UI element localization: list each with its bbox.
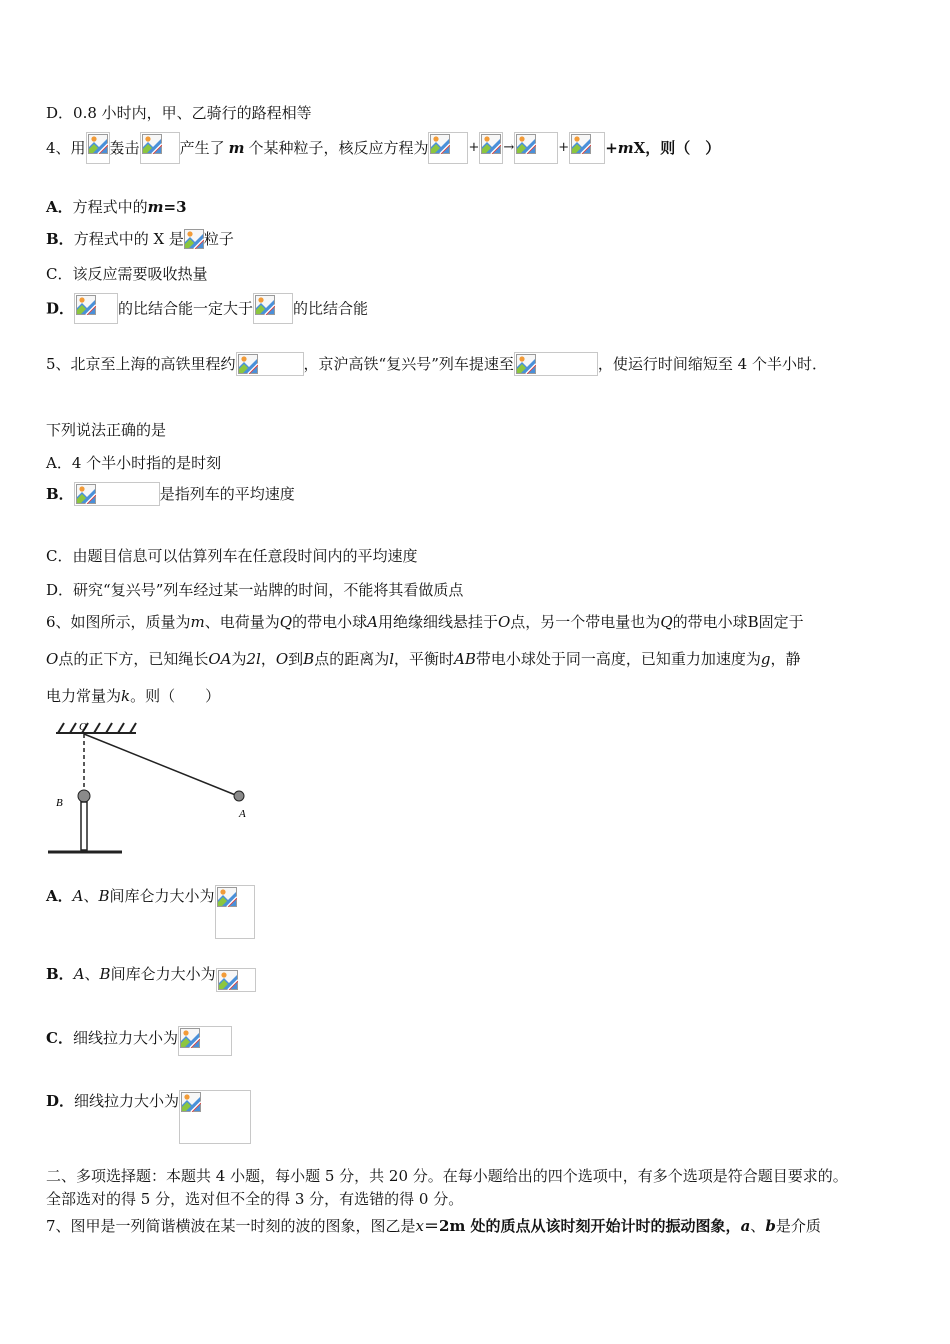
- formula-image-icon: [514, 352, 598, 376]
- formula-image-icon: [74, 482, 160, 506]
- q6-option-a: A．A、B间库仑力大小为: [46, 885, 255, 941]
- formula-image-icon: [178, 1026, 232, 1056]
- pendulum-figure: [46, 716, 256, 860]
- q5-option-a: A．4 个半小时指的是时刻: [46, 454, 222, 472]
- q6-option-d: D．细线拉力大小为: [46, 1090, 251, 1146]
- formula-image-icon: [179, 1090, 251, 1144]
- q5-option-b: B． 是指列车的平均速度: [46, 482, 295, 508]
- formula-image-icon: [86, 132, 110, 164]
- formula-image-icon: [569, 132, 605, 164]
- thread-oa: [84, 734, 238, 796]
- formula-image-icon: [236, 352, 304, 376]
- q7-stem: 7、图甲是一列简谐横波在某一时刻的波的图象，图乙是x＝2m 处的质点从该时刻开始计时的振动图象，a、b是介质: [46, 1217, 821, 1235]
- formula-image-icon: [428, 132, 468, 164]
- formula-image-icon: [479, 132, 503, 164]
- q4-option-b: B．方程式中的 X 是 粒子: [46, 230, 234, 248]
- ball-b: [78, 790, 90, 802]
- q4-option-a: A．方程式中的m=3: [46, 198, 187, 216]
- support-rod: [81, 802, 87, 850]
- q5-option-d: D．研究“复兴号”列车经过某一站牌的时间，不能将其看做质点: [46, 581, 464, 599]
- q4-option-c: C．该反应需要吸收热量: [46, 265, 208, 283]
- ceiling: [56, 723, 136, 733]
- label-a: A: [239, 808, 246, 820]
- ball-a: [234, 791, 244, 801]
- formula-image-icon: [74, 293, 118, 324]
- q5-stem: 5、北京至上海的高铁里程约 ，京沪高铁“复兴号”列车提速至 ，使运行时间缩短至 4 个半小时．: [46, 352, 827, 378]
- q6-stem: 6、如图所示，质量为m、电荷量为Q的带电小球A用绝缘细线悬挂于O点，另一个带电量也为Q的带电小球B固定于 O点的正下方，已知绳长OA为2l，O到B点的距离为l，平衡时AB带电小球处于同一高度，已知重力加速度为g，静 电力常量为k。则（ ）: [46, 613, 804, 705]
- q6-option-c: C．细线拉力大小为: [46, 1026, 232, 1062]
- formula-image-icon: [140, 132, 180, 164]
- formula-image-icon: [184, 229, 204, 249]
- section2-header: 二、多项选择题：本题共 4 小题，每小题 5 分，共 20 分。在每小题给出的四个选项中，有多个选项是符合题目要求的。 全部选对的得 5 分，选对但不全的得 3 分，有选错的得 0 分。: [46, 1167, 848, 1208]
- formula-image-icon: [216, 968, 256, 992]
- q3-option-d: D．0.8 小时内，甲、乙骑行的路程相等: [46, 104, 312, 122]
- q4-stem: 4、用 轰击 产生了 m 个某种粒子，核反应方程为 + → + +mX，则（ ）: [46, 132, 720, 166]
- q5-prompt: 下列说法正确的是: [46, 421, 167, 439]
- formula-image-icon: [514, 132, 558, 164]
- q5-option-c: C．由题目信息可以估算列车在任意段时间内的平均速度: [46, 547, 418, 565]
- q6-option-b: B．A、B间库仑力大小为: [46, 963, 256, 1001]
- label-b: B: [56, 797, 63, 809]
- q4-option-d: D． 的比结合能一定大于 的比结合能: [46, 293, 368, 325]
- formula-image-icon: [253, 293, 293, 324]
- formula-image-icon: [215, 885, 255, 939]
- label-o: O: [79, 721, 87, 733]
